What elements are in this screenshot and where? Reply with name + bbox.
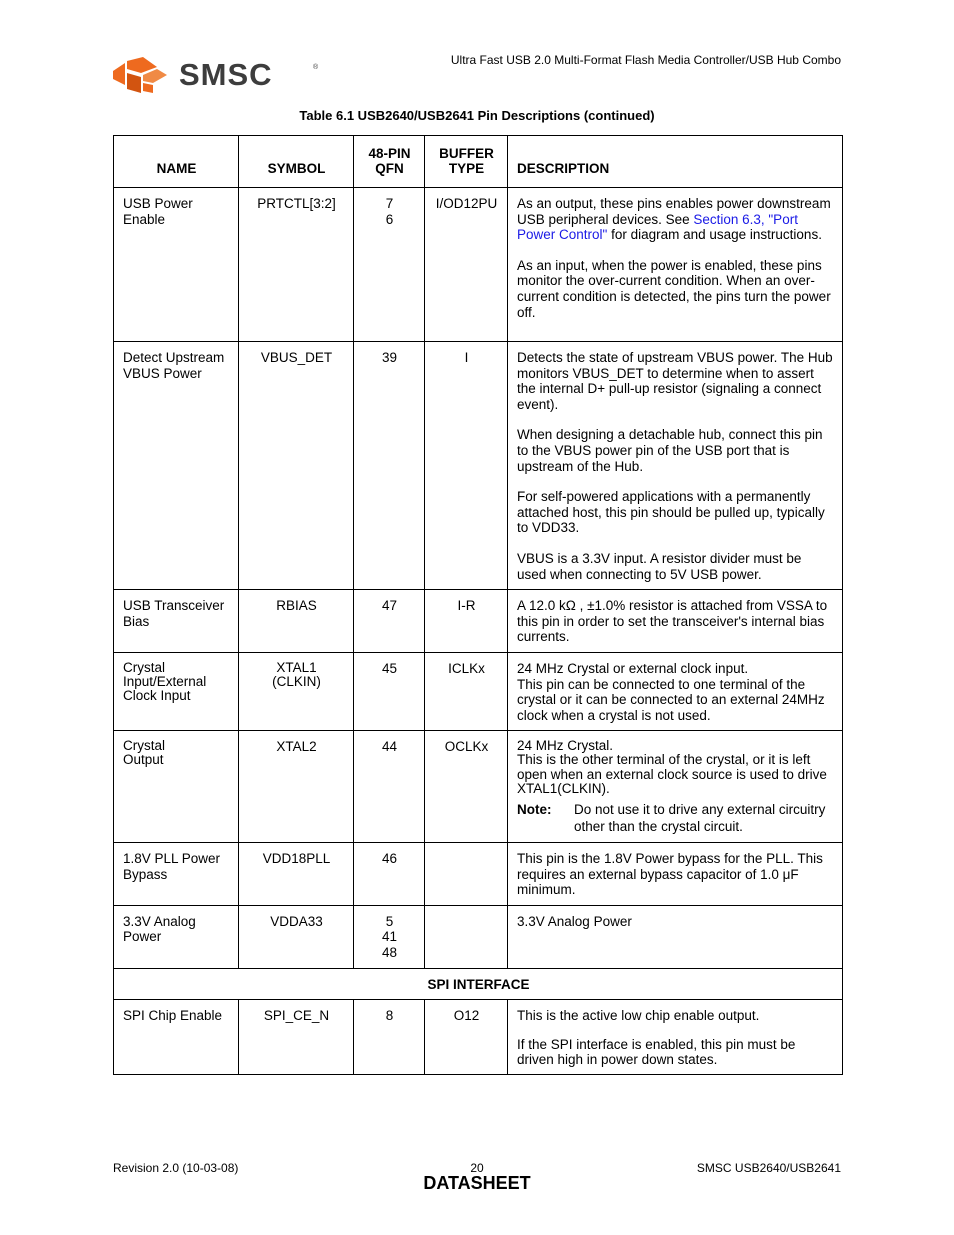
pin-qfn: 44	[354, 731, 425, 843]
pin-qfn: 39	[354, 342, 425, 590]
footer-doc-name: SMSC USB2640/USB2641	[696, 1161, 841, 1175]
pin-qfn: 47	[354, 590, 425, 653]
pin-qfn: 8	[354, 1000, 425, 1075]
pin-name: USB Power Enable	[114, 188, 239, 342]
column-header-qfn: 48-PIN QFN	[354, 136, 425, 188]
pin-buffer-type	[425, 843, 508, 906]
table-row	[114, 590, 843, 653]
pin-buffer-type: I/OD12PU	[425, 188, 508, 342]
note-text: Do not use it to drive any external circuitry other than the crystal circuit.	[574, 802, 826, 834]
table-caption: Table 6.1 USB2640/USB2641 Pin Descriptions (continued)	[299, 108, 655, 123]
table-row	[114, 843, 843, 906]
table-row	[114, 342, 843, 590]
pin-symbol: XTAL2	[239, 731, 354, 843]
pin-descriptions-table	[113, 135, 843, 1075]
pin-name: Crystal Output	[114, 731, 239, 843]
pin-symbol: PRTCTL[3:2]	[239, 188, 354, 342]
smsc-logo-graphic	[113, 55, 323, 95]
pin-description: 24 MHz Crystal or external clock input. This pin can be connected to one terminal of the crystal or it can be connected to an external 24MHz clock when a crystal is not used.	[508, 652, 843, 730]
pin-description: This pin is the 1.8V Power bypass for the PLL. This requires an external bypass capacitor of 1.0 μF minimum.	[508, 843, 843, 906]
document-title: Ultra Fast USB 2.0 Multi-Format Flash Media Controller/USB Hub Combo	[450, 53, 841, 67]
pin-name: Crystal Input/External Clock Input	[114, 652, 239, 730]
smsc-logo	[113, 55, 323, 95]
pin-symbol: VBUS_DET	[239, 342, 354, 590]
section-link-port-power-control[interactable]: Section 6.3, "Port Power Control"	[517, 211, 798, 243]
pin-description: Detects the state of upstream VBUS power. The Hub monitors VBUS_DET to determine when to assert the internal D+ pull-up resistor (signaling a connect event). When designing a detachable hub, connect this pin to the VBUS power pin of the USB port that is upstream of the Hub. For self-powered applications with a permanently attached host, this pin should be pulled up, typically to VDD33. VBUS is a 3.3V input. A resistor divider must be used when connecting to 5V USB power.	[508, 342, 843, 590]
pin-description: As an output, these pins enables power downstream USB peripheral devices. See Section 6.3, "Port Power Control" for diagram and usage instructions. As an input, when the power is enabled, these pins monitor the over-current condition. When an over-current condition is detected, the pins turn the power off.	[508, 188, 843, 342]
pin-name: 3.3V Analog Power	[114, 905, 239, 968]
section-header-row	[114, 968, 843, 1000]
column-header-description: DESCRIPTION	[508, 136, 843, 188]
footer-revision: Revision 2.0 (10-03-08)	[113, 1161, 239, 1175]
pin-qfn: 5 41 48	[354, 905, 425, 968]
footer-page-number: 20	[470, 1161, 484, 1175]
note	[517, 802, 834, 835]
pin-buffer-type: ICLKx	[425, 652, 508, 730]
pin-qfn: 45	[354, 652, 425, 730]
logo-wordmark: SMSC	[179, 57, 273, 92]
column-header-buffer-type: BUFFER TYPE	[425, 136, 508, 188]
section-header-spi: SPI INTERFACE	[114, 968, 843, 1000]
pin-description: This is the active low chip enable output. If the SPI interface is enabled, this pin must be driven high in power down states.	[508, 1000, 843, 1075]
column-header-symbol: SYMBOL	[239, 136, 354, 188]
table-row	[114, 905, 843, 968]
pin-name: USB Transceiver Bias	[114, 590, 239, 653]
pin-name: Detect Upstream VBUS Power	[114, 342, 239, 590]
pin-qfn: 7 6	[354, 188, 425, 342]
pin-description: 3.3V Analog Power	[508, 905, 843, 968]
pin-symbol: RBIAS	[239, 590, 354, 653]
pin-name: 1.8V PLL Power Bypass	[114, 843, 239, 906]
registered-mark: ®	[313, 64, 319, 71]
pin-symbol: VDD18PLL	[239, 843, 354, 906]
pin-symbol: VDDA33	[239, 905, 354, 968]
pin-buffer-type: O12	[425, 1000, 508, 1075]
table-row	[114, 652, 843, 730]
pin-description: 24 MHz Crystal. This is the other terminal of the crystal, or it is left open when an external clock source is used to drive XTAL1(CLKIN). Note: Do not use it to drive any external circuitry other than the crystal circuit.	[508, 731, 843, 843]
pin-symbol: SPI_CE_N	[239, 1000, 354, 1075]
pin-buffer-type	[425, 905, 508, 968]
table-row	[114, 188, 843, 342]
pin-buffer-type: I	[425, 342, 508, 590]
table-row	[114, 731, 843, 843]
footer-datasheet-label: DATASHEET	[423, 1173, 531, 1193]
table-header-row	[114, 136, 843, 188]
column-header-name: NAME	[114, 136, 239, 188]
note-label: Note:	[517, 802, 552, 818]
pin-buffer-type: OCLKx	[425, 731, 508, 843]
pin-description: A 12.0 kΩ , ±1.0% resistor is attached from VSSA to this pin in order to set the transceiver's internal bias currents.	[508, 590, 843, 653]
pin-name: SPI Chip Enable	[114, 1000, 239, 1075]
pin-symbol: XTAL1 (CLKIN)	[239, 652, 354, 730]
table-row	[114, 1000, 843, 1075]
pin-buffer-type: I-R	[425, 590, 508, 653]
pin-qfn: 46	[354, 843, 425, 906]
